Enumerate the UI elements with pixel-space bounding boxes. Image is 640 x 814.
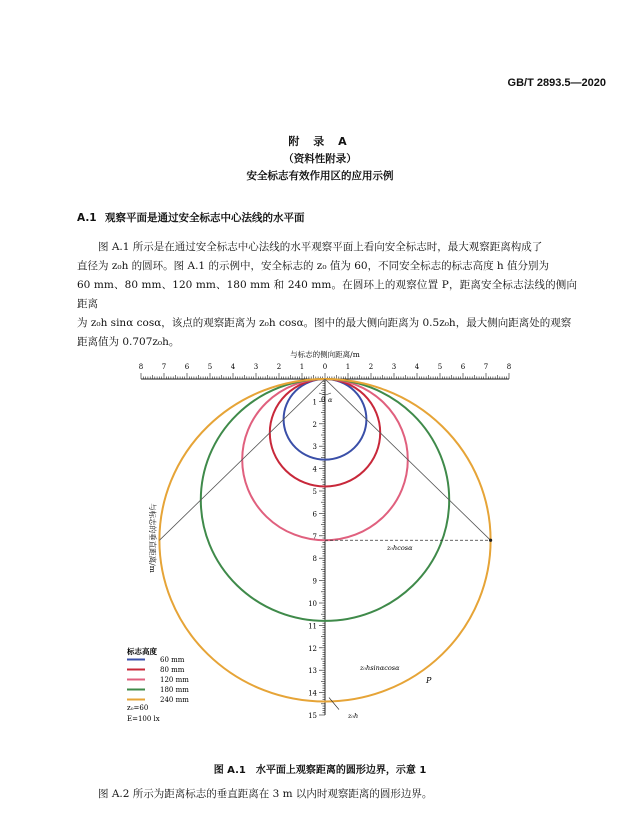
paragraph-line: 60 mm、80 mm、120 mm、180 mm 和 240 mm。在圆环上的观察位置 P，距离安全标志法线的侧向距离 [77,279,577,310]
figure-caption: 图 A.1 水平面上观察距离的圆形边界，示意 1 [213,765,427,776]
point-p [489,539,492,542]
vertical-tick-label: 2 [312,420,317,429]
top-tick-label: 5 [437,363,443,371]
top-tick-label: 2 [368,363,374,371]
top-axis-label: 与标志的侧向距离/m [290,350,360,359]
vertical-tick-label: 15 [308,712,317,720]
vertical-tick-label: 1 [312,398,317,407]
top-tick-label: 1 [299,363,305,371]
top-tick-label: 8 [138,363,144,371]
legend-label: 240 mm [160,696,189,704]
axis-layer [139,363,511,720]
paragraph-line: 图 A.1 所示是在通过安全标志中心法线的水平观察平面上看向安全标志时，最大观察距离构成了 [98,241,543,253]
legend-params-z0: z₀=60 [127,704,149,712]
sincos-label: z₀hsinαcosα [360,664,400,672]
legend-title: 标志高度 [127,647,157,656]
legend-label: 180 mm [160,686,189,694]
standard-number: GB/T 2893.5—2020 [507,77,606,89]
paragraph-line: 距离值为 0.707z₀h。 [77,336,180,348]
alpha-label: α [328,396,333,404]
point-p-label: P [426,676,432,685]
vertical-tick-label: 3 [312,443,317,452]
vertical-tick-label: 6 [312,510,317,519]
left-axis-label: 与标志的垂直距离/m [148,503,157,573]
vertical-tick-label: 4 [312,465,317,474]
top-tick-label: 6 [460,363,466,371]
apex-label: 0 [321,396,326,404]
vertical-tick-label: 12 [308,644,317,653]
top-tick-label: 4 [414,363,420,371]
vertical-tick-label: 10 [308,600,317,608]
top-tick-label: 1 [345,363,351,371]
vertical-tick-label: 13 [308,667,317,676]
paragraph-line: 直径为 z₀h 的圆环。图 A.1 的示例中，安全标志的 z₀ 值为 60，不同安全标志的标志高度 h 值分别为 [77,260,550,272]
top-tick-label: 2 [276,363,282,371]
vertical-tick-label: 11 [308,622,317,631]
appendix-name: 安全标志有效作用区的应用示例 [246,170,394,182]
vertical-tick-label: 5 [312,488,317,496]
zh-label: z₀h [348,712,359,720]
vertical-tick-label: 14 [308,689,317,698]
section-title: 观察平面是通过安全标志中心法线的水平面 [105,212,305,224]
top-tick-label: 3 [253,363,259,371]
top-tick-label: 7 [161,363,167,371]
appendix-subtitle: （资料性附录） [283,153,357,165]
paragraph-line: 为 z₀h sinα cosα，该点的观察距离为 z₀h cosα。图中的最大侧向距离为 0.5z₀h，最大侧向距离处的观察 [77,317,572,329]
vertical-tick-label: 7 [312,532,317,541]
zh-leader-line [329,698,339,710]
legend [126,646,189,723]
next-paragraph: 图 A.2 所示为距离标志的垂直距离在 3 m 以内时观察距离的圆形边界。 [98,788,433,800]
top-tick-label: 5 [207,363,213,371]
legend-label: 60 mm [160,656,185,664]
legend-label: 120 mm [160,676,189,684]
cone-line-right [325,379,491,540]
top-tick-label: 6 [184,363,190,371]
vertical-tick-label: 8 [312,555,317,564]
top-tick-label: 8 [506,363,512,371]
top-tick-label: 3 [391,363,397,371]
legend-params-e: E=100 lx [127,715,160,723]
top-tick-label: 0 [322,363,328,371]
appendix-title: 附 录 A [288,135,352,148]
top-tick-label: 7 [483,363,489,371]
cone-line-left [159,379,325,540]
vertical-tick-label: 9 [312,577,317,586]
cos-label: z₀hcosα [387,544,413,552]
top-tick-label: 4 [230,363,236,371]
legend-label: 80 mm [160,666,185,674]
section-number: A.1 [77,212,97,224]
